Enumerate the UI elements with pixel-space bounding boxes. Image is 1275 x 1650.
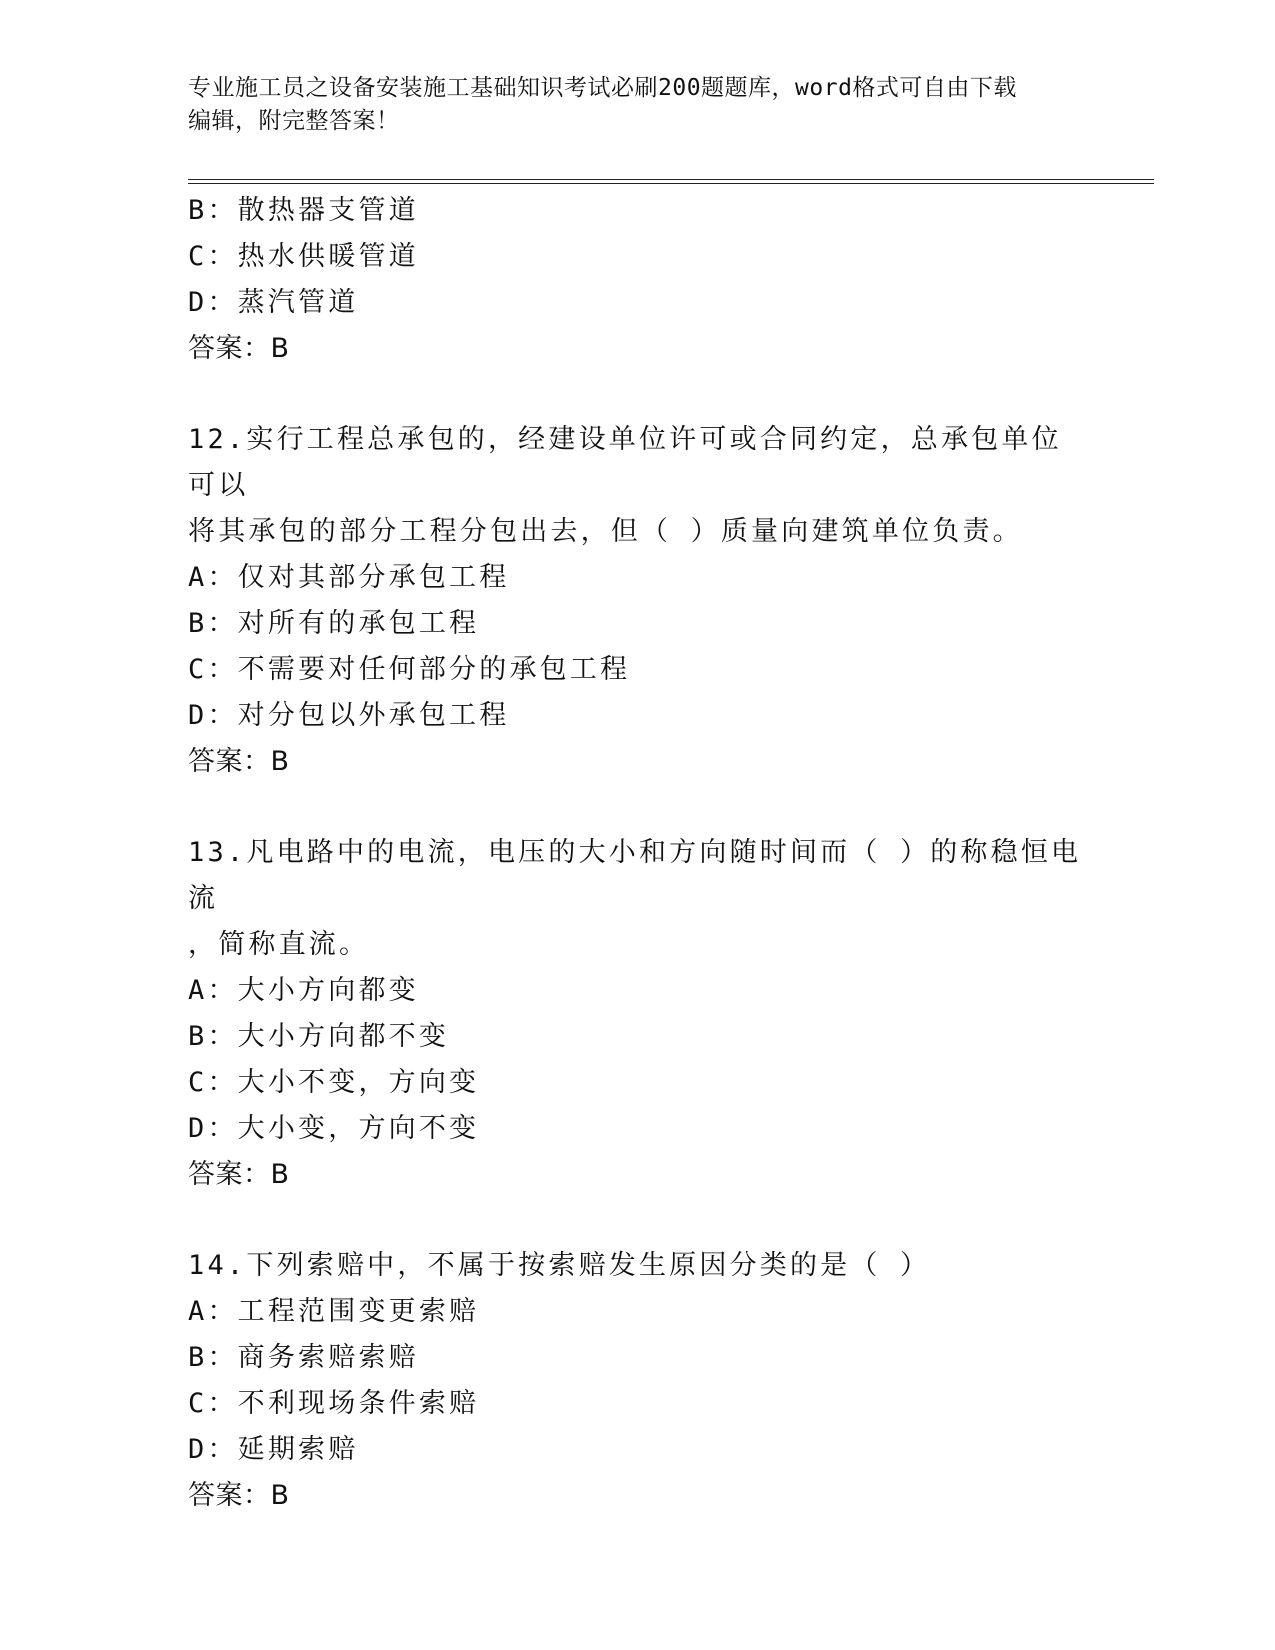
question-11-continued [188,188,1088,372]
option-d: D：延期索赔 [188,1434,359,1465]
spacer [188,1198,1088,1243]
spacer [188,785,1088,830]
question-stem-line-1: 14.下列索赔中，不属于按索赔发生原因分类的是（ ） [188,1250,931,1281]
option-a: A：工程范围变更索赔 [188,1296,480,1327]
option-c: C：不需要对任何部分的承包工程 [188,654,631,685]
question-14 [188,1243,1088,1519]
option-b: B：散热器支管道 [188,195,419,226]
option-a: A：仅对其部分承包工程 [188,562,510,593]
answer-line: 答案：B [188,746,290,777]
answer-line: 答案：B [188,1480,290,1511]
answer-line: 答案：B [188,333,290,364]
question-12 [188,417,1088,785]
option-b: B：对所有的承包工程 [188,608,480,639]
option-c: C：热水供暖管道 [188,241,419,272]
option-b: B：大小方向都不变 [188,1021,450,1052]
option-c: C：不利现场条件索赔 [188,1388,480,1419]
question-stem-line-2: ，简称直流。 [188,929,370,960]
option-a: A：大小方向都变 [188,975,419,1006]
document-body [188,188,1088,1519]
question-stem-line-1: 13.凡电路中的电流，电压的大小和方向随时间而（ ）的称稳恒电流 [188,837,1082,914]
question-stem-line-1: 12.实行工程总承包的，经建设单位许可或合同约定，总承包单位可以 [188,424,1062,501]
question-13 [188,830,1088,1198]
header-title-line-2: 编辑，附完整答案！ [188,108,400,134]
option-b: B：商务索赔索赔 [188,1342,419,1373]
option-d: D：蒸汽管道 [188,287,359,318]
page-header [188,72,1088,138]
question-stem-line-2: 将其承包的部分工程分包出去，但（ ）质量向建筑单位负责。 [188,516,1023,547]
header-divider [188,179,1154,184]
header-title-line-1: 专业施工员之设备安装施工基础知识考试必刷200题题库，word格式可自由下载 [188,75,1017,101]
answer-line: 答案：B [188,1159,290,1190]
spacer [188,372,1088,417]
option-d: D：对分包以外承包工程 [188,700,510,731]
option-c: C：大小不变，方向变 [188,1067,480,1098]
option-d: D：大小变，方向不变 [188,1113,480,1144]
